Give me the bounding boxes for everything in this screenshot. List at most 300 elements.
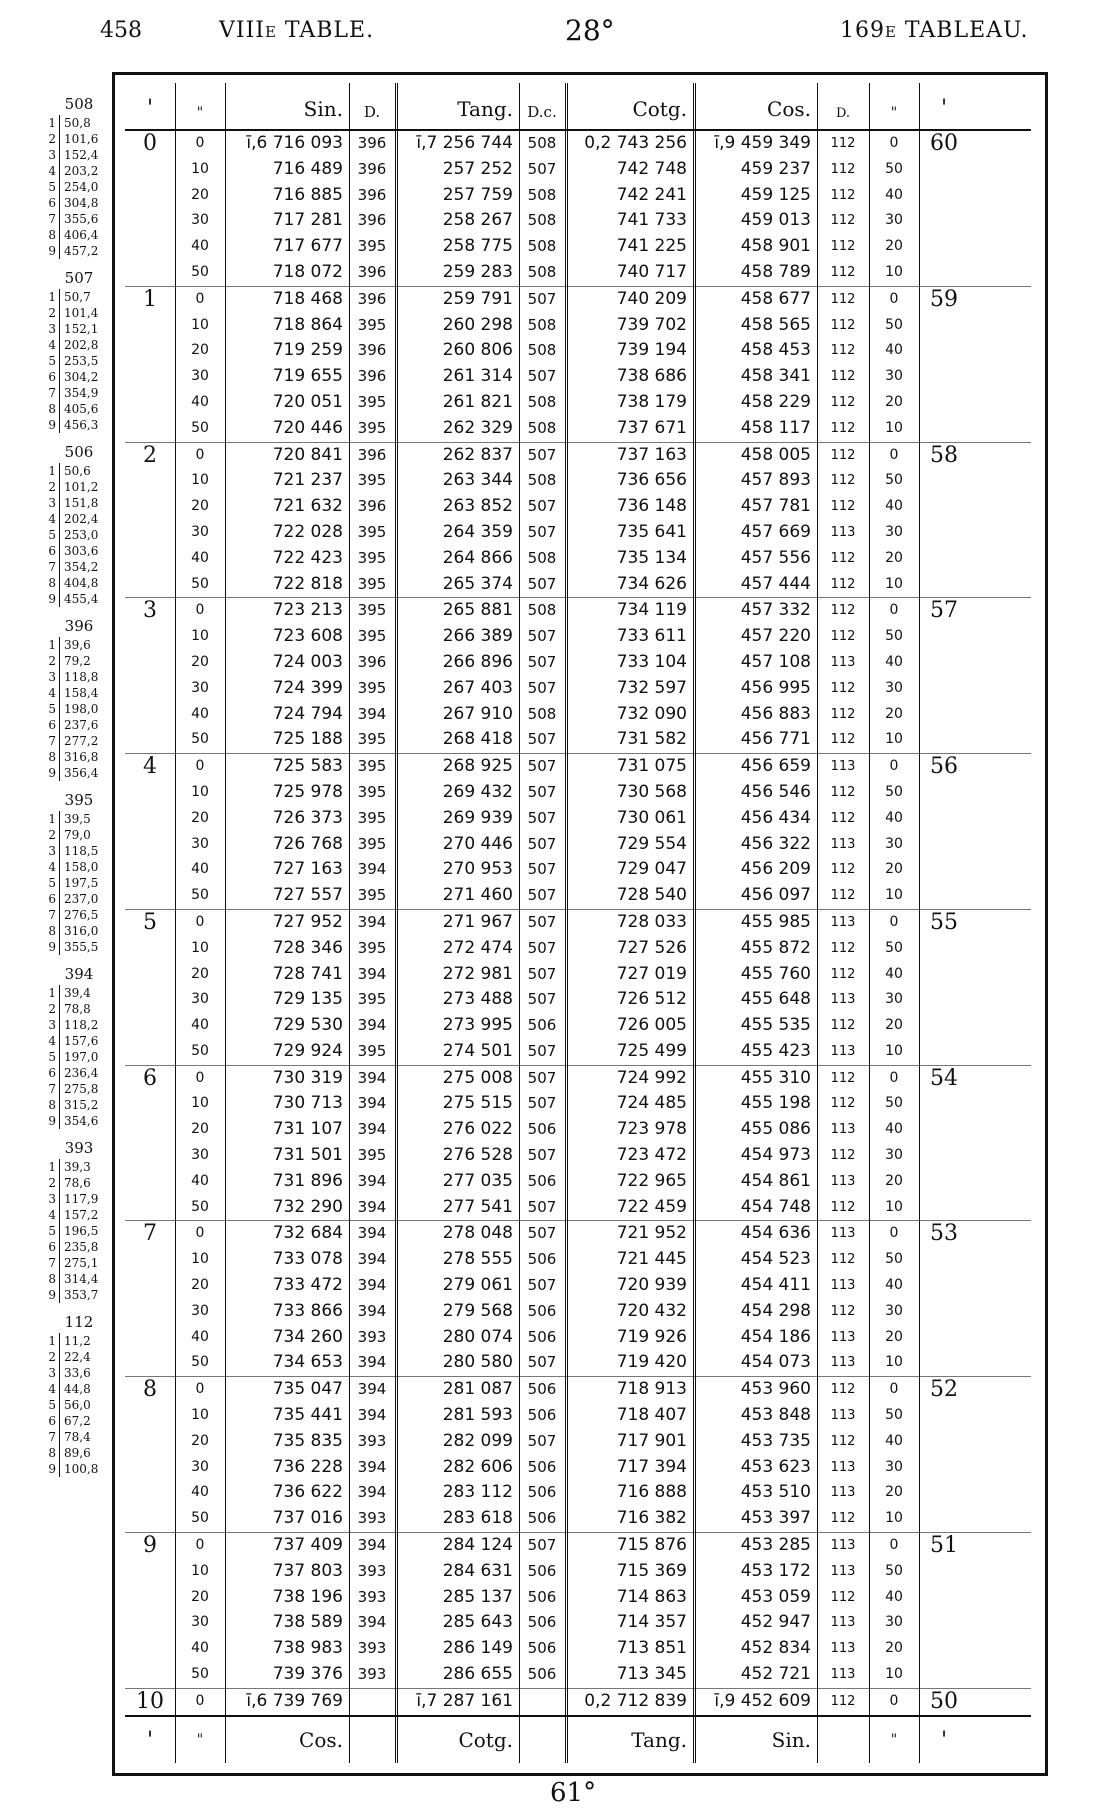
cell-diff-cos: 112 bbox=[830, 784, 856, 800]
cell-tang: ī,7 287 161 bbox=[416, 1690, 513, 1711]
cell-minute-right: 53 bbox=[930, 1221, 958, 1247]
cell-minute-right bbox=[919, 780, 969, 806]
cell-minute-right bbox=[919, 936, 969, 962]
cell-diff-common: 506 bbox=[527, 1406, 557, 1425]
cell-sin: 717 677 bbox=[272, 236, 343, 257]
cell-second: 10 bbox=[191, 1251, 209, 1268]
table-row bbox=[125, 183, 1031, 209]
cell-cotg: 726 512 bbox=[616, 989, 687, 1010]
cell-second: 30 bbox=[191, 523, 209, 540]
prop-parts-value: 67,2 bbox=[64, 1414, 91, 1428]
cell-cos: 455 872 bbox=[740, 937, 811, 958]
table-row bbox=[125, 1585, 1031, 1611]
cell-cos: 455 198 bbox=[740, 1093, 811, 1114]
prop-parts-row bbox=[40, 1001, 118, 1017]
cell-cotg: 734 119 bbox=[616, 600, 687, 621]
table-row bbox=[125, 1403, 1031, 1429]
prop-parts-row bbox=[40, 243, 118, 259]
cell-minute-right bbox=[919, 1636, 969, 1662]
cell-cos: 453 735 bbox=[740, 1430, 811, 1451]
prop-parts-row bbox=[40, 939, 118, 955]
cell-diff: 395 bbox=[357, 730, 387, 749]
cell-second: 10 bbox=[191, 783, 209, 800]
prop-parts-row bbox=[40, 321, 118, 337]
prop-parts-row bbox=[40, 827, 118, 843]
cell-tang: 259 791 bbox=[442, 288, 513, 309]
cell-tang: 282 099 bbox=[442, 1430, 513, 1451]
prop-parts-row bbox=[40, 1097, 118, 1113]
cell-diff-common: 507 bbox=[527, 1094, 557, 1113]
prop-parts-n: 4 bbox=[40, 1033, 60, 1049]
cell-cos: 452 834 bbox=[740, 1638, 811, 1659]
cell-cos: 454 636 bbox=[740, 1223, 811, 1244]
cell-cos: 455 535 bbox=[740, 1015, 811, 1036]
table-label-left: VIIIe TABLE. bbox=[219, 18, 375, 43]
cell-cotg: 727 526 bbox=[616, 937, 687, 958]
prop-parts-row bbox=[40, 1255, 118, 1271]
cell-cotg: 716 888 bbox=[616, 1482, 687, 1503]
cell-diff-common: 506 bbox=[527, 1613, 557, 1632]
cell-sin: 723 213 bbox=[272, 600, 343, 621]
cell-cos: 454 298 bbox=[740, 1300, 811, 1321]
cell-second-right: 10 bbox=[885, 419, 903, 436]
table-row bbox=[125, 624, 1031, 650]
cell-second: 30 bbox=[191, 368, 209, 385]
cell-diff: 394 bbox=[357, 1536, 387, 1555]
cell-diff-common: 506 bbox=[527, 1327, 557, 1346]
cell-cos: 455 648 bbox=[740, 989, 811, 1010]
cell-sin: 737 016 bbox=[272, 1508, 343, 1529]
cell-second: 50 bbox=[191, 419, 209, 436]
cell-minute: 6 bbox=[143, 1065, 157, 1091]
cell-sin: 725 978 bbox=[272, 781, 343, 802]
cell-sin: ī,6 739 769 bbox=[246, 1690, 343, 1711]
cell-diff: 393 bbox=[357, 1509, 387, 1528]
cell-diff-cos: 112 bbox=[830, 732, 856, 748]
cell-second-right: 10 bbox=[885, 263, 903, 280]
cell-sin: 736 228 bbox=[272, 1456, 343, 1477]
cell-second-right: 50 bbox=[885, 628, 903, 645]
cell-second-right: 30 bbox=[885, 1614, 903, 1631]
prop-parts-value: 253,5 bbox=[64, 354, 99, 368]
cell-diff-cos: 112 bbox=[830, 810, 856, 826]
prop-parts-n: 2 bbox=[40, 1175, 60, 1191]
cell-sin: 734 653 bbox=[272, 1352, 343, 1373]
prop-parts-block bbox=[40, 443, 118, 607]
prop-parts-row bbox=[40, 669, 118, 685]
cell-second: 20 bbox=[191, 1277, 209, 1294]
cell-second: 20 bbox=[191, 186, 209, 203]
cell-sin: 735 047 bbox=[272, 1379, 343, 1400]
prop-parts-n: 1 bbox=[40, 1333, 60, 1349]
cell-cotg: 713 851 bbox=[616, 1638, 687, 1659]
cell-diff: 395 bbox=[357, 392, 387, 411]
table-row bbox=[125, 390, 1031, 416]
cell-diff: 393 bbox=[357, 1561, 387, 1580]
cell-cos: 457 332 bbox=[740, 600, 811, 621]
cell-cotg: 740 717 bbox=[616, 261, 687, 282]
prop-parts-value: 78,4 bbox=[64, 1430, 91, 1444]
cell-minute-right: 60 bbox=[930, 131, 958, 156]
cell-cotg: 732 597 bbox=[616, 677, 687, 698]
prop-parts-block bbox=[40, 1313, 118, 1477]
prop-parts-n: 1 bbox=[40, 289, 60, 305]
page-header-left bbox=[100, 18, 374, 43]
cell-sin: 716 885 bbox=[272, 184, 343, 205]
cell-second: 50 bbox=[191, 1354, 209, 1371]
cell-second-right: 20 bbox=[885, 1172, 903, 1189]
cell-diff-common: 506 bbox=[527, 1380, 557, 1399]
table-body bbox=[125, 131, 1031, 1715]
cell-cos: 453 623 bbox=[740, 1456, 811, 1477]
cell-sin: 716 489 bbox=[272, 158, 343, 179]
cell-cos: 459 013 bbox=[740, 210, 811, 231]
table-row bbox=[125, 468, 1031, 494]
cell-second: 0 bbox=[195, 290, 205, 307]
cell-cos: 458 677 bbox=[740, 288, 811, 309]
prop-parts-row bbox=[40, 843, 118, 859]
cell-cos: 457 108 bbox=[740, 651, 811, 672]
cell-cos: 454 186 bbox=[740, 1326, 811, 1347]
prop-parts-n: 5 bbox=[40, 1397, 60, 1413]
cell-cos: 457 220 bbox=[740, 626, 811, 647]
prop-parts-row bbox=[40, 1033, 118, 1049]
cell-cotg: 739 702 bbox=[616, 314, 687, 335]
cell-diff: 394 bbox=[357, 1406, 387, 1425]
cell-cotg: 722 459 bbox=[616, 1196, 687, 1217]
table-row bbox=[125, 962, 1031, 988]
prop-parts-row bbox=[40, 1381, 118, 1397]
prop-parts-row bbox=[40, 1429, 118, 1445]
header-diff-cos: D. bbox=[835, 106, 851, 121]
prop-parts-head: 507 bbox=[64, 269, 94, 287]
cell-diff-cos: 112 bbox=[830, 1070, 856, 1086]
cell-second: 10 bbox=[191, 316, 209, 333]
cell-sin: 728 741 bbox=[272, 963, 343, 984]
cell-second-right: 10 bbox=[885, 731, 903, 748]
cell-cos: 458 565 bbox=[740, 314, 811, 335]
prop-parts-value: 157,2 bbox=[64, 1208, 99, 1222]
table-row bbox=[125, 416, 1031, 443]
cell-minute bbox=[125, 806, 175, 832]
prop-parts-value: 56,0 bbox=[64, 1398, 91, 1412]
cell-tang: 267 403 bbox=[442, 677, 513, 698]
prop-parts-n: 2 bbox=[40, 131, 60, 147]
cell-sin: 727 952 bbox=[272, 911, 343, 932]
cell-diff: 395 bbox=[357, 548, 387, 567]
prop-parts-row bbox=[40, 907, 118, 923]
cell-second-right: 0 bbox=[889, 1225, 899, 1242]
cell-tang: 260 298 bbox=[442, 314, 513, 335]
cell-diff-cos: 113 bbox=[830, 1355, 856, 1371]
table-row bbox=[125, 234, 1031, 260]
prop-parts-value: 236,4 bbox=[64, 1066, 99, 1080]
cell-sin: 737 803 bbox=[272, 1560, 343, 1581]
column-rule bbox=[395, 83, 398, 1763]
prop-parts-value: 315,2 bbox=[64, 1098, 99, 1112]
cell-minute-right: 59 bbox=[930, 286, 958, 312]
cell-cos: 456 995 bbox=[740, 677, 811, 698]
cell-second: 10 bbox=[191, 472, 209, 489]
prop-parts-n: 7 bbox=[40, 1081, 60, 1097]
cell-cotg: 0,2 712 839 bbox=[584, 1690, 687, 1711]
cell-sin: 725 583 bbox=[272, 756, 343, 777]
prop-parts-value: 202,8 bbox=[64, 338, 99, 352]
prop-parts-row bbox=[40, 147, 118, 163]
cell-minute bbox=[125, 702, 175, 728]
table-row bbox=[125, 1455, 1031, 1481]
cell-sin: 717 281 bbox=[272, 210, 343, 231]
cell-minute-right bbox=[919, 1039, 969, 1065]
cell-minute bbox=[125, 676, 175, 702]
cell-diff-cos: 112 bbox=[830, 940, 856, 956]
prop-parts-n: 2 bbox=[40, 1349, 60, 1365]
cell-diff-cos: 113 bbox=[830, 1226, 856, 1242]
cell-diff: 395 bbox=[357, 315, 387, 334]
table-row bbox=[125, 1013, 1031, 1039]
prop-parts-row bbox=[40, 337, 118, 353]
cell-sin: 734 260 bbox=[272, 1326, 343, 1347]
cell-cotg: 718 407 bbox=[616, 1405, 687, 1426]
cell-second: 40 bbox=[191, 1017, 209, 1034]
cell-cotg: 732 090 bbox=[616, 703, 687, 724]
header-second: " bbox=[196, 105, 204, 121]
table-row bbox=[125, 857, 1031, 883]
degree-bottom: 61° bbox=[550, 1778, 597, 1808]
cell-minute-right bbox=[919, 1610, 969, 1636]
prop-parts-row bbox=[40, 1271, 118, 1287]
prop-parts-n: 6 bbox=[40, 1413, 60, 1429]
prop-parts-n: 6 bbox=[40, 1065, 60, 1081]
cell-tang: 267 910 bbox=[442, 703, 513, 724]
prop-parts-row bbox=[40, 701, 118, 717]
header-cos: Cos. bbox=[767, 97, 811, 121]
cell-cotg: 733 104 bbox=[616, 651, 687, 672]
cell-cotg: 722 965 bbox=[616, 1170, 687, 1191]
cell-second-right: 20 bbox=[885, 861, 903, 878]
cell-second: 0 bbox=[195, 1381, 205, 1398]
cell-minute bbox=[125, 338, 175, 364]
cell-diff-cos: 113 bbox=[830, 759, 856, 775]
prop-parts-value: 44,8 bbox=[64, 1382, 91, 1396]
cell-sin: 733 472 bbox=[272, 1275, 343, 1296]
cell-diff-common: 506 bbox=[527, 1301, 557, 1320]
cell-second-right: 20 bbox=[885, 705, 903, 722]
cell-minute-right bbox=[919, 1091, 969, 1117]
cell-cotg: 721 952 bbox=[616, 1223, 687, 1244]
cell-diff-common: 508 bbox=[527, 262, 557, 281]
cell-minute-right bbox=[919, 1169, 969, 1195]
cell-cos: 455 310 bbox=[740, 1067, 811, 1088]
cell-second: 30 bbox=[191, 991, 209, 1008]
cell-tang: 276 022 bbox=[442, 1119, 513, 1140]
cell-tang: 270 446 bbox=[442, 833, 513, 854]
prop-parts-row bbox=[40, 179, 118, 195]
table-row bbox=[125, 494, 1031, 520]
cell-diff-common: 507 bbox=[527, 367, 557, 386]
cell-sin: 738 589 bbox=[272, 1612, 343, 1633]
cell-tang: 271 967 bbox=[442, 911, 513, 932]
cell-sin: 728 346 bbox=[272, 937, 343, 958]
table-row bbox=[125, 1169, 1031, 1195]
cell-diff: 395 bbox=[357, 808, 387, 827]
prop-parts-value: 151,8 bbox=[64, 496, 99, 510]
cell-diff-cos: 113 bbox=[830, 1615, 856, 1631]
prop-parts-n: 7 bbox=[40, 1255, 60, 1271]
prop-parts-n: 7 bbox=[40, 907, 60, 923]
prop-parts-n: 5 bbox=[40, 353, 60, 369]
cell-diff: 395 bbox=[357, 678, 387, 697]
cell-cos: ī,9 459 349 bbox=[714, 133, 811, 153]
proportional-parts bbox=[40, 95, 118, 1487]
cell-minute bbox=[125, 468, 175, 494]
header-minute: ' bbox=[146, 96, 154, 121]
cell-tang: 285 137 bbox=[442, 1586, 513, 1607]
prop-parts-value: 197,5 bbox=[64, 876, 99, 890]
cell-diff: 395 bbox=[357, 418, 387, 437]
cell-cos: 458 901 bbox=[740, 236, 811, 257]
prop-parts-row bbox=[40, 559, 118, 575]
prop-parts-block bbox=[40, 965, 118, 1129]
cell-cotg: 741 733 bbox=[616, 210, 687, 231]
cell-diff-cos: 112 bbox=[830, 343, 856, 359]
cell-second-right: 30 bbox=[885, 1458, 903, 1475]
cell-diff: 395 bbox=[357, 627, 387, 646]
prop-parts-n: 1 bbox=[40, 985, 60, 1001]
prop-parts-row bbox=[40, 1333, 118, 1349]
prop-parts-value: 78,6 bbox=[64, 1176, 91, 1190]
prop-parts-value: 118,2 bbox=[64, 1018, 99, 1032]
prop-parts-n: 5 bbox=[40, 1049, 60, 1065]
cell-minute-right bbox=[919, 806, 969, 832]
table-row bbox=[125, 157, 1031, 183]
cell-minute bbox=[125, 883, 175, 909]
cell-cos: 455 985 bbox=[740, 911, 811, 932]
header-tang: Tang. bbox=[457, 97, 513, 121]
cell-diff-common: 508 bbox=[527, 392, 557, 411]
prop-parts-n: 8 bbox=[40, 1445, 60, 1461]
cell-diff-cos: 113 bbox=[830, 1278, 856, 1294]
cell-diff: 396 bbox=[357, 134, 387, 152]
cell-sin: 722 423 bbox=[272, 547, 343, 568]
prop-parts-value: 304,8 bbox=[64, 196, 99, 210]
prop-parts-value: 39,6 bbox=[64, 638, 91, 652]
cell-diff: 394 bbox=[357, 860, 387, 879]
prop-parts-n: 4 bbox=[40, 1207, 60, 1223]
cell-diff-cos: 113 bbox=[830, 1173, 856, 1189]
cell-second-right: 30 bbox=[885, 523, 903, 540]
cell-second: 20 bbox=[191, 1121, 209, 1138]
cell-cotg: 742 748 bbox=[616, 158, 687, 179]
prop-parts-n: 8 bbox=[40, 749, 60, 765]
cell-diff-common: 508 bbox=[527, 418, 557, 437]
cell-diff-common: 506 bbox=[527, 1639, 557, 1658]
prop-parts-row bbox=[40, 1113, 118, 1129]
cell-diff: 394 bbox=[357, 1171, 387, 1190]
cell-sin: 718 864 bbox=[272, 314, 343, 335]
cell-second: 10 bbox=[191, 1562, 209, 1579]
cell-minute bbox=[125, 1403, 175, 1429]
cell-diff-common: 508 bbox=[527, 134, 557, 152]
cell-minute-right bbox=[919, 650, 969, 676]
prop-parts-row bbox=[40, 685, 118, 701]
cell-tang: 273 488 bbox=[442, 989, 513, 1010]
cell-cotg: 733 611 bbox=[616, 626, 687, 647]
cell-second-right: 40 bbox=[885, 186, 903, 203]
cell-diff-cos: 112 bbox=[830, 1252, 856, 1268]
cell-minute-right bbox=[919, 1662, 969, 1688]
cell-sin: 730 319 bbox=[272, 1067, 343, 1088]
cell-diff-cos: 112 bbox=[830, 1589, 856, 1605]
cell-cotg: 736 656 bbox=[616, 470, 687, 491]
cell-cotg: 717 901 bbox=[616, 1430, 687, 1451]
prop-parts-head: 396 bbox=[64, 617, 94, 635]
cell-diff-common: 507 bbox=[527, 730, 557, 749]
cell-tang: 272 474 bbox=[442, 937, 513, 958]
cell-diff: 396 bbox=[357, 497, 387, 516]
footer-cos: Sin. bbox=[771, 1728, 811, 1752]
cell-second: 50 bbox=[191, 1042, 209, 1059]
prop-parts-n: 8 bbox=[40, 923, 60, 939]
cell-second: 40 bbox=[191, 549, 209, 566]
cell-sin: 718 072 bbox=[272, 261, 343, 282]
prop-parts-row bbox=[40, 1017, 118, 1033]
cell-diff: 395 bbox=[357, 757, 387, 776]
cell-minute bbox=[125, 1195, 175, 1221]
cell-minute-right: 55 bbox=[930, 909, 958, 935]
cell-second: 0 bbox=[195, 1225, 205, 1242]
prop-parts-row bbox=[40, 353, 118, 369]
cell-sin: 722 028 bbox=[272, 521, 343, 542]
cell-diff-common: 508 bbox=[527, 315, 557, 334]
prop-parts-value: 39,4 bbox=[64, 986, 91, 1000]
prop-parts-n: 7 bbox=[40, 385, 60, 401]
cell-cos: 457 444 bbox=[740, 573, 811, 594]
cell-cotg: 735 134 bbox=[616, 547, 687, 568]
cell-cos: 454 748 bbox=[740, 1196, 811, 1217]
cell-diff-cos: 113 bbox=[830, 654, 856, 670]
cell-cos: 458 341 bbox=[740, 366, 811, 387]
page-number: 458 bbox=[100, 18, 142, 43]
cell-cos: 456 434 bbox=[740, 807, 811, 828]
cell-minute bbox=[125, 1169, 175, 1195]
cell-tang: 268 925 bbox=[442, 756, 513, 777]
prop-parts-value: 303,6 bbox=[64, 544, 99, 558]
cell-second-right: 40 bbox=[885, 1121, 903, 1138]
cell-cotg: 721 445 bbox=[616, 1249, 687, 1270]
cell-diff-common: 508 bbox=[527, 548, 557, 567]
cell-second-right: 50 bbox=[885, 1562, 903, 1579]
cell-diff-cos: 112 bbox=[830, 862, 856, 878]
cell-second-right: 0 bbox=[889, 1692, 899, 1709]
cell-second: 20 bbox=[191, 342, 209, 359]
cell-minute bbox=[125, 727, 175, 753]
prop-parts-row bbox=[40, 131, 118, 147]
prop-parts-row bbox=[40, 891, 118, 907]
prop-parts-row bbox=[40, 227, 118, 243]
cell-second-right: 40 bbox=[885, 653, 903, 670]
cell-diff: 395 bbox=[357, 782, 387, 801]
cell-cotg: 730 061 bbox=[616, 807, 687, 828]
table-row bbox=[125, 936, 1031, 962]
cell-tang: 283 618 bbox=[442, 1508, 513, 1529]
cell-tang: 275 008 bbox=[442, 1067, 513, 1088]
cell-diff-common: 507 bbox=[527, 1146, 557, 1165]
cell-diff: 395 bbox=[357, 522, 387, 541]
cell-diff: 395 bbox=[357, 601, 387, 620]
cell-diff-common: 506 bbox=[527, 1120, 557, 1139]
prop-parts-row bbox=[40, 1065, 118, 1081]
